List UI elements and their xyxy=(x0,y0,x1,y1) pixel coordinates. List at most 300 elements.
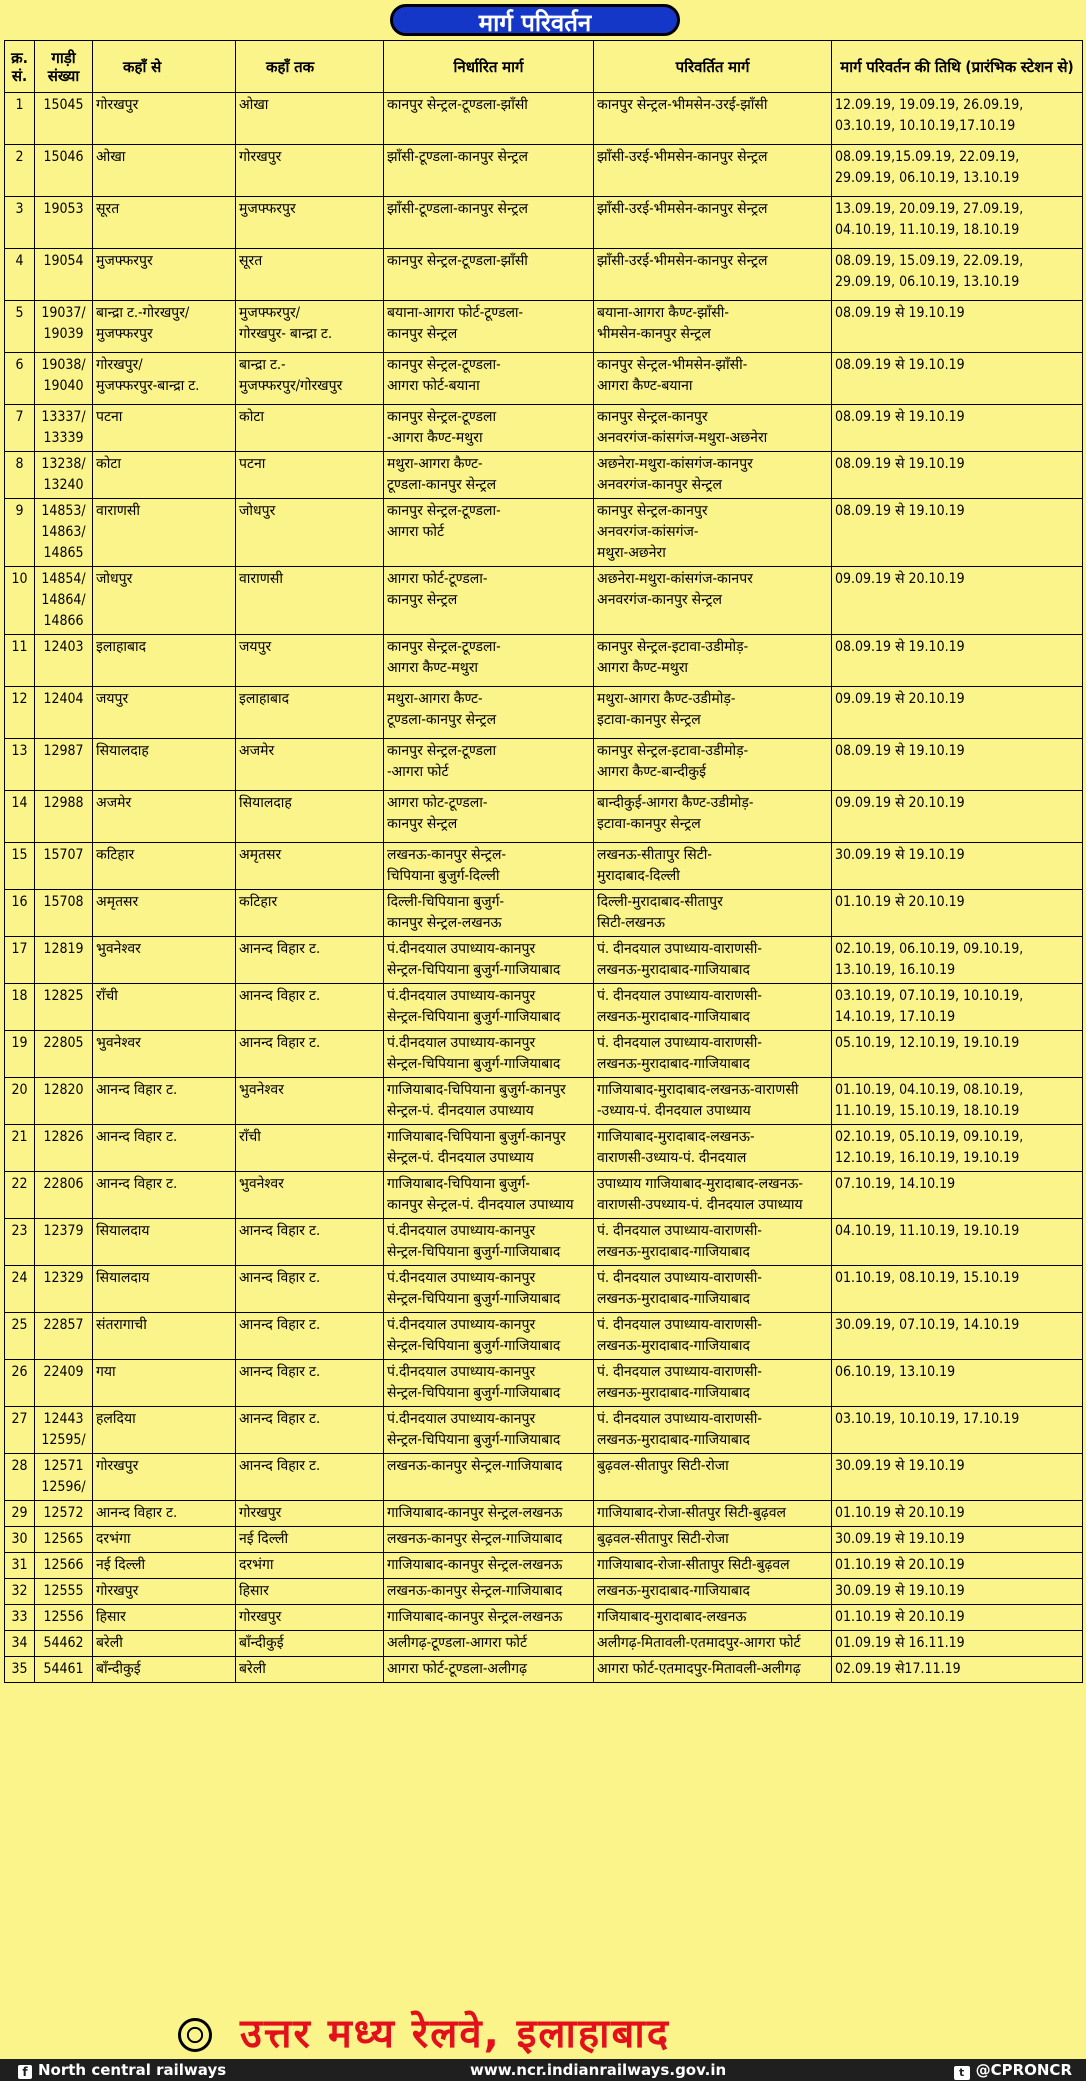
train-number-cell: 12571 12596/ xyxy=(35,1454,93,1501)
diverted-route-cell: बुढ़वल-सीतापुर सिटी-रोजा xyxy=(594,1527,832,1553)
from-cell: मुजफ्फरपुर xyxy=(93,249,236,301)
from-cell: वाराणसी xyxy=(93,499,236,567)
dates-cell: 02.09.19 से17.11.19 xyxy=(832,1657,1083,1683)
dates-cell: 06.10.19, 13.10.19 xyxy=(832,1360,1083,1407)
scheduled-route-cell: कानपुर सेन्ट्रल-टूण्डला- आगरा फोर्ट-बयाना xyxy=(384,353,594,405)
scheduled-route-cell: पं.दीनदयाल उपाध्याय-कानपुर सेन्ट्रल-चिपियाना बुजुर्ग-गाजियाबाद xyxy=(384,1313,594,1360)
to-cell: बरेली xyxy=(236,1657,384,1683)
from-cell: राँची xyxy=(93,984,236,1031)
dates-cell: 12.09.19, 19.09.19, 26.09.19, 03.10.19, 10.10.19,17.10.19 xyxy=(832,93,1083,145)
serial-cell: 25 xyxy=(5,1313,35,1360)
serial-cell: 21 xyxy=(5,1125,35,1172)
from-cell: कोटा xyxy=(93,452,236,499)
diverted-route-cell: मथुरा-आगरा कैण्ट-उडीमोड़- इटावा-कानपुर सेन्ट्रल xyxy=(594,687,832,739)
table-row xyxy=(5,499,1083,567)
train-number-cell: 12555 xyxy=(35,1579,93,1605)
table-row xyxy=(5,1527,1083,1553)
serial-cell: 29 xyxy=(5,1501,35,1527)
diverted-route-cell: झाँसी-उरई-भीमसेन-कानपुर सेन्ट्रल xyxy=(594,197,832,249)
train-number-cell: 19037/ 19039 xyxy=(35,301,93,353)
diverted-route-cell: कानपुर सेन्ट्रल-इटावा-उडीमोड़- आगरा कैण्ट-मथुरा xyxy=(594,635,832,687)
train-number-cell: 12826 xyxy=(35,1125,93,1172)
dates-cell: 30.09.19 से 19.10.19 xyxy=(832,1454,1083,1501)
dates-cell: 03.10.19, 07.10.19, 10.10.19, 14.10.19, 17.10.19 xyxy=(832,984,1083,1031)
scheduled-route-cell: कानपुर सेन्ट्रल-टूण्डला- आगरा कैण्ट-मथुरा xyxy=(384,635,594,687)
dates-cell: 07.10.19, 14.10.19 xyxy=(832,1172,1083,1219)
dates-cell: 01.10.19 से 20.10.19 xyxy=(832,1553,1083,1579)
to-cell: जयपुर xyxy=(236,635,384,687)
serial-cell: 28 xyxy=(5,1454,35,1501)
railway-logo-icon xyxy=(178,2018,212,2052)
train-number-cell: 12988 xyxy=(35,791,93,843)
to-cell: राँची xyxy=(236,1125,384,1172)
scheduled-route-cell: गाजियाबाद-कानपुर सेन्ट्रल-लखनऊ xyxy=(384,1605,594,1631)
table-row xyxy=(5,1454,1083,1501)
scheduled-route-cell: लखनऊ-कानपुर सेन्ट्रल-गाजियाबाद xyxy=(384,1527,594,1553)
dates-cell: 08.09.19 से 19.10.19 xyxy=(832,739,1083,791)
diverted-route-cell: गाजियाबाद-मुरादाबाद-लखनऊ-वाराणसी -उध्याय-पं. दीनदयाल उपाध्याय xyxy=(594,1078,832,1125)
table-row xyxy=(5,93,1083,145)
header-diverted-route: परिवर्तित मार्ग xyxy=(594,41,832,93)
serial-cell: 30 xyxy=(5,1527,35,1553)
dates-cell: 09.09.19 से 20.10.19 xyxy=(832,567,1083,635)
to-cell: आनन्द विहार ट. xyxy=(236,1407,384,1454)
serial-cell: 5 xyxy=(5,301,35,353)
train-number-cell: 12825 xyxy=(35,984,93,1031)
from-cell: संतरागाची xyxy=(93,1313,236,1360)
table-row xyxy=(5,1172,1083,1219)
scheduled-route-cell: गाजियाबाद-कानपुर सेन्ट्रल-लखनऊ xyxy=(384,1553,594,1579)
dates-cell: 08.09.19,15.09.19, 22.09.19, 29.09.19, 06.10.19, 13.10.19 xyxy=(832,145,1083,197)
diverted-route-cell: गाजियाबाद-रोजा-सीतापुर सिटी-बुढ़वल xyxy=(594,1553,832,1579)
table-row xyxy=(5,1031,1083,1078)
train-number-cell: 12572 xyxy=(35,1501,93,1527)
dates-cell: 30.09.19, 07.10.19, 14.10.19 xyxy=(832,1313,1083,1360)
twitter-handle: @CPRONCR xyxy=(975,2061,1072,2079)
train-number-cell: 19053 xyxy=(35,197,93,249)
serial-cell: 24 xyxy=(5,1266,35,1313)
facebook-link[interactable] xyxy=(18,2059,226,2081)
from-cell: अमृतसर xyxy=(93,890,236,937)
to-cell: भुवनेश्वर xyxy=(236,1172,384,1219)
diverted-route-cell: पं. दीनदयाल उपाध्याय-वाराणसी- लखनऊ-मुरादाबाद-गाजियाबाद xyxy=(594,1266,832,1313)
to-cell: अमृतसर xyxy=(236,843,384,890)
dates-cell: 08.09.19 से 19.10.19 xyxy=(832,301,1083,353)
scheduled-route-cell: गाजियाबाद-चिपियाना बुजुर्ग-कानपुर सेन्ट्रल-पं. दीनदयाल उपाध्याय xyxy=(384,1125,594,1172)
dates-cell: 08.09.19, 15.09.19, 22.09.19, 29.09.19, 06.10.19, 13.10.19 xyxy=(832,249,1083,301)
facebook-label: North central railways xyxy=(38,2061,227,2079)
train-number-cell: 15045 xyxy=(35,93,93,145)
from-cell: गोरखपुर xyxy=(93,93,236,145)
scheduled-route-cell: मथुरा-आगरा कैण्ट- टूण्डला-कानपुर सेन्ट्रल xyxy=(384,452,594,499)
to-cell: आनन्द विहार ट. xyxy=(236,1219,384,1266)
serial-cell: 7 xyxy=(5,405,35,452)
dates-cell: 01.10.19, 04.10.19, 08.10.19, 11.10.19, 15.10.19, 18.10.19 xyxy=(832,1078,1083,1125)
scheduled-route-cell: लखनऊ-कानपुर सेन्ट्रल-गाजियाबाद xyxy=(384,1579,594,1605)
table-row xyxy=(5,984,1083,1031)
diverted-route-cell: अछनेरा-मथुरा-कांसगंज-कानपुर अनवरगंज-कानपुर सेन्ट्रल xyxy=(594,452,832,499)
train-number-cell: 12404 xyxy=(35,687,93,739)
serial-cell: 6 xyxy=(5,353,35,405)
table-row xyxy=(5,687,1083,739)
serial-cell: 32 xyxy=(5,1579,35,1605)
scheduled-route-cell: अलीगढ़-टूण्डला-आगरा फोर्ट xyxy=(384,1631,594,1657)
from-cell: गया xyxy=(93,1360,236,1407)
scheduled-route-cell: दिल्ली-चिपियाना बुजुर्ग- कानपुर सेन्ट्रल-लखनऊ xyxy=(384,890,594,937)
train-number-cell: 22805 xyxy=(35,1031,93,1078)
serial-cell: 22 xyxy=(5,1172,35,1219)
to-cell: इलाहाबाद xyxy=(236,687,384,739)
train-number-cell: 13238/ 13240 xyxy=(35,452,93,499)
train-number-cell: 22409 xyxy=(35,1360,93,1407)
from-cell: गोरखपुर/ मुजफ्फरपुर-बान्द्रा ट. xyxy=(93,353,236,405)
to-cell: जोधपुर xyxy=(236,499,384,567)
to-cell: आनन्द विहार ट. xyxy=(236,984,384,1031)
dates-cell: 30.09.19 से 19.10.19 xyxy=(832,1527,1083,1553)
dates-cell: 03.10.19, 10.10.19, 17.10.19 xyxy=(832,1407,1083,1454)
train-number-cell: 12820 xyxy=(35,1078,93,1125)
train-number-cell: 15707 xyxy=(35,843,93,890)
page-title: मार्ग परिवर्तन xyxy=(390,4,680,36)
serial-cell: 33 xyxy=(5,1605,35,1631)
from-cell: जयपुर xyxy=(93,687,236,739)
dates-cell: 09.09.19 से 20.10.19 xyxy=(832,687,1083,739)
to-cell: ओखा xyxy=(236,93,384,145)
diverted-route-cell: गाजियाबाद-मुरादाबाद-लखनऊ- वाराणसी-उध्याय-पं. दीनदयाल xyxy=(594,1125,832,1172)
to-cell: आनन्द विहार ट. xyxy=(236,1454,384,1501)
table-row xyxy=(5,1219,1083,1266)
from-cell: ओखा xyxy=(93,145,236,197)
table-row xyxy=(5,937,1083,984)
train-number-cell: 22857 xyxy=(35,1313,93,1360)
serial-cell: 9 xyxy=(5,499,35,567)
header-to: कहाँ तक xyxy=(236,41,384,93)
from-cell: कटिहार xyxy=(93,843,236,890)
dates-cell: 08.09.19 से 19.10.19 xyxy=(832,353,1083,405)
scheduled-route-cell: पं.दीनदयाल उपाध्याय-कानपुर सेन्ट्रल-चिपियाना बुजुर्ग-गाजियाबाद xyxy=(384,1266,594,1313)
title-bar xyxy=(0,0,1086,38)
to-cell: हिसार xyxy=(236,1579,384,1605)
train-number-cell: 12566 xyxy=(35,1553,93,1579)
to-cell: गोरखपुर xyxy=(236,145,384,197)
serial-cell: 3 xyxy=(5,197,35,249)
to-cell: गोरखपुर xyxy=(236,1605,384,1631)
from-cell: सियालदाय xyxy=(93,1219,236,1266)
scheduled-route-cell: झाँसी-टूण्डला-कानपुर सेन्ट्रल xyxy=(384,145,594,197)
scheduled-route-cell: लखनऊ-कानपुर सेन्ट्रल- चिपियाना बुजुर्ग-दिल्ली xyxy=(384,843,594,890)
table-row xyxy=(5,405,1083,452)
from-cell: जोधपुर xyxy=(93,567,236,635)
from-cell: आनन्द विहार ट. xyxy=(93,1172,236,1219)
diverted-route-cell: पं. दीनदयाल उपाध्याय-वाराणसी- लखनऊ-मुरादाबाद-गाजियाबाद xyxy=(594,1407,832,1454)
twitter-icon: t xyxy=(954,2066,970,2080)
dates-cell: 01.10.19, 08.10.19, 15.10.19 xyxy=(832,1266,1083,1313)
scheduled-route-cell: कानपुर सेन्ट्रल-टूण्डला -आगरा कैण्ट-मथुरा xyxy=(384,405,594,452)
to-cell: भुवनेश्वर xyxy=(236,1078,384,1125)
header-train-number: गाड़ी संख्या xyxy=(35,41,93,93)
train-number-cell: 12329 xyxy=(35,1266,93,1313)
train-number-cell: 15708 xyxy=(35,890,93,937)
dates-cell: 08.09.19 से 19.10.19 xyxy=(832,499,1083,567)
train-number-cell: 22806 xyxy=(35,1172,93,1219)
table-row xyxy=(5,1266,1083,1313)
train-number-cell: 19038/ 19040 xyxy=(35,353,93,405)
diverted-route-cell: कानपुर सेन्ट्रल-भीमसेन-झाँसी- आगरा कैण्ट-बयाना xyxy=(594,353,832,405)
diverted-route-cell: अछनेरा-मथुरा-कांसगंज-कानपर अनवरगंज-कानपुर सेन्ट्रल xyxy=(594,567,832,635)
serial-cell: 1 xyxy=(5,93,35,145)
train-number-cell: 12987 xyxy=(35,739,93,791)
from-cell: बाँन्दीकुई xyxy=(93,1657,236,1683)
scheduled-route-cell: पं.दीनदयाल उपाध्याय-कानपुर सेन्ट्रल-चिपियाना बुजुर्ग-गाजियाबाद xyxy=(384,1360,594,1407)
from-cell: हलदिया xyxy=(93,1407,236,1454)
scheduled-route-cell: कानपुर सेन्ट्रल-टूण्डला- आगरा फोर्ट xyxy=(384,499,594,567)
train-number-cell: 13337/ 13339 xyxy=(35,405,93,452)
from-cell: इलाहाबाद xyxy=(93,635,236,687)
scheduled-route-cell: गाजियाबाद-कानपुर सेन्ट्रल-लखनऊ xyxy=(384,1501,594,1527)
header-scheduled-route: निर्धारित मार्ग xyxy=(384,41,594,93)
serial-cell: 13 xyxy=(5,739,35,791)
diverted-route-cell: झाँसी-उरई-भीमसेन-कानपुर सेन्ट्रल xyxy=(594,249,832,301)
scheduled-route-cell: पं.दीनदयाल उपाध्याय-कानपुर सेन्ट्रल-चिपियाना बुजुर्ग-गाजियाबाद xyxy=(384,937,594,984)
to-cell: गोरखपुर xyxy=(236,1501,384,1527)
train-number-cell: 14854/ 14864/ 14866 xyxy=(35,567,93,635)
table-row xyxy=(5,1125,1083,1172)
dates-cell: 13.09.19, 20.09.19, 27.09.19, 04.10.19, 11.10.19, 18.10.19 xyxy=(832,197,1083,249)
serial-cell: 11 xyxy=(5,635,35,687)
diverted-route-cell: पं. दीनदयाल उपाध्याय-वाराणसी- लखनऊ-मुरादाबाद-गाजियाबाद xyxy=(594,1313,832,1360)
to-cell: नई दिल्ली xyxy=(236,1527,384,1553)
diverted-route-cell: लखनऊ-सीतापुर सिटी- मुरादाबाद-दिल्ली xyxy=(594,843,832,890)
table-header-row xyxy=(5,41,1083,93)
diverted-route-cell: पं. दीनदयाल उपाध्याय-वाराणसी- लखनऊ-मुरादाबाद-गाजियाबाद xyxy=(594,1360,832,1407)
facebook-icon: f xyxy=(18,2065,32,2079)
table-row xyxy=(5,249,1083,301)
train-number-cell: 15046 xyxy=(35,145,93,197)
dates-cell: 01.10.19 से 20.10.19 xyxy=(832,890,1083,937)
dates-cell: 02.10.19, 05.10.19, 09.10.19, 12.10.19, 16.10.19, 19.10.19 xyxy=(832,1125,1083,1172)
scheduled-route-cell: मथुरा-आगरा कैण्ट- टूण्डला-कानपुर सेन्ट्रल xyxy=(384,687,594,739)
diverted-route-cell: कानपुर सेन्ट्रल-भीमसेन-उरई-झाँसी xyxy=(594,93,832,145)
dates-cell: 09.09.19 से 20.10.19 xyxy=(832,791,1083,843)
table-row xyxy=(5,739,1083,791)
dates-cell: 05.10.19, 12.10.19, 19.10.19 xyxy=(832,1031,1083,1078)
from-cell: सियालदाय xyxy=(93,1266,236,1313)
to-cell: सियालदाह xyxy=(236,791,384,843)
to-cell: बान्द्रा ट.- मुजफ्फरपुर/गोरखपुर xyxy=(236,353,384,405)
to-cell: बाँन्दीकुई xyxy=(236,1631,384,1657)
diverted-route-cell: कानपुर सेन्ट्रल-कानपुर अनवरगंज-कांसगंज- मथुरा-अछनेरा xyxy=(594,499,832,567)
scheduled-route-cell: पं.दीनदयाल उपाध्याय-कानपुर सेन्ट्रल-चिपियाना बुजुर्ग-गाजियाबाद xyxy=(384,1219,594,1266)
diverted-route-cell: बयाना-आगरा कैण्ट-झाँसी- भीमसेन-कानपुर सेन्ट्रल xyxy=(594,301,832,353)
from-cell: नई दिल्ली xyxy=(93,1553,236,1579)
header-from: कहाँ से xyxy=(93,41,236,93)
scheduled-route-cell: बयाना-आगरा फोर्ट-टूण्डला- कानपुर सेन्ट्रल xyxy=(384,301,594,353)
diverted-route-cell: दिल्ली-मुरादाबाद-सीतापुर सिटी-लखनऊ xyxy=(594,890,832,937)
table-row xyxy=(5,635,1083,687)
diversion-table xyxy=(4,40,1083,1683)
diverted-route-cell: पं. दीनदयाल उपाध्याय-वाराणसी- लखनऊ-मुरादाबाद-गाजियाबाद xyxy=(594,937,832,984)
table-row xyxy=(5,1631,1083,1657)
dates-cell: 01.10.19 से 20.10.19 xyxy=(832,1605,1083,1631)
from-cell: सियालदाह xyxy=(93,739,236,791)
scheduled-route-cell: गाजियाबाद-चिपियाना बुजुर्ग-कानपुर सेन्ट्रल-पं. दीनदयाल उपाध्याय xyxy=(384,1078,594,1125)
table-row xyxy=(5,1360,1083,1407)
from-cell: पटना xyxy=(93,405,236,452)
scheduled-route-cell: पं.दीनदयाल उपाध्याय-कानपुर सेन्ट्रल-चिपियाना बुजुर्ग-गाजियाबाद xyxy=(384,984,594,1031)
train-number-cell: 19054 xyxy=(35,249,93,301)
to-cell: आनन्द विहार ट. xyxy=(236,1031,384,1078)
scheduled-route-cell: गाजियाबाद-चिपियाना बुजुर्ग- कानपुर सेन्ट्रल-पं. दीनदयाल उपाध्याय xyxy=(384,1172,594,1219)
table-row xyxy=(5,1407,1083,1454)
train-number-cell: 12819 xyxy=(35,937,93,984)
diverted-route-cell: पं. दीनदयाल उपाध्याय-वाराणसी- लखनऊ-मुरादाबाद-गाजियाबाद xyxy=(594,984,832,1031)
scheduled-route-cell: पं.दीनदयाल उपाध्याय-कानपुर सेन्ट्रल-चिपियाना बुजुर्ग-गाजियाबाद xyxy=(384,1031,594,1078)
from-cell: आनन्द विहार ट. xyxy=(93,1501,236,1527)
dates-cell: 01.10.19 से 20.10.19 xyxy=(832,1501,1083,1527)
header-serial: क्र. सं. xyxy=(5,41,35,93)
to-cell: कटिहार xyxy=(236,890,384,937)
from-cell: भुवनेश्वर xyxy=(93,1031,236,1078)
serial-cell: 8 xyxy=(5,452,35,499)
twitter-link[interactable] xyxy=(954,2059,1072,2081)
diverted-route-cell: पं. दीनदयाल उपाध्याय-वाराणसी- लखनऊ-मुरादाबाद-गाजियाबाद xyxy=(594,1031,832,1078)
table-row xyxy=(5,1078,1083,1125)
train-number-cell: 54462 xyxy=(35,1631,93,1657)
serial-cell: 14 xyxy=(5,791,35,843)
to-cell: आनन्द विहार ट. xyxy=(236,937,384,984)
table-row xyxy=(5,843,1083,890)
to-cell: दरभंगा xyxy=(236,1553,384,1579)
dates-cell: 08.09.19 से 19.10.19 xyxy=(832,452,1083,499)
table-row xyxy=(5,452,1083,499)
serial-cell: 31 xyxy=(5,1553,35,1579)
dates-cell: 08.09.19 से 19.10.19 xyxy=(832,405,1083,452)
dates-cell: 30.09.19 से 19.10.19 xyxy=(832,843,1083,890)
train-number-cell: 12379 xyxy=(35,1219,93,1266)
train-number-cell: 12556 xyxy=(35,1605,93,1631)
diverted-route-cell: झाँसी-उरई-भीमसेन-कानपुर सेन्ट्रल xyxy=(594,145,832,197)
table-row xyxy=(5,301,1083,353)
scheduled-route-cell: आगरा फोट-टूण्डला- कानपुर सेन्ट्रल xyxy=(384,791,594,843)
dates-cell: 08.09.19 से 19.10.19 xyxy=(832,635,1083,687)
from-cell: आनन्द विहार ट. xyxy=(93,1078,236,1125)
serial-cell: 20 xyxy=(5,1078,35,1125)
train-number-cell: 12565 xyxy=(35,1527,93,1553)
from-cell: अजमेर xyxy=(93,791,236,843)
serial-cell: 26 xyxy=(5,1360,35,1407)
table-row xyxy=(5,1605,1083,1631)
dates-cell: 02.10.19, 06.10.19, 09.10.19, 13.10.19, 16.10.19 xyxy=(832,937,1083,984)
from-cell: सूरत xyxy=(93,197,236,249)
table-row xyxy=(5,1657,1083,1683)
diverted-route-cell: बुढ़वल-सीतापुर सिटी-रोजा xyxy=(594,1454,832,1501)
to-cell: वाराणसी xyxy=(236,567,384,635)
diverted-route-cell: गाजियाबाद-रोजा-सीतपुर सिटी-बुढ़वल xyxy=(594,1501,832,1527)
scheduled-route-cell: आगरा फोर्ट-टूण्डला- कानपुर सेन्ट्रल xyxy=(384,567,594,635)
scheduled-route-cell: कानपुर सेन्ट्रल-टूण्डला-झाँसी xyxy=(384,249,594,301)
to-cell: मुजफ्फरपुर/ गोरखपुर- बान्द्रा ट. xyxy=(236,301,384,353)
to-cell: कोटा xyxy=(236,405,384,452)
from-cell: आनन्द विहार ट. xyxy=(93,1125,236,1172)
contact-bar xyxy=(0,2059,1086,2081)
scheduled-route-cell: लखनऊ-कानपुर सेन्ट्रल-गाजियाबाद xyxy=(384,1454,594,1501)
table-row xyxy=(5,791,1083,843)
serial-cell: 4 xyxy=(5,249,35,301)
serial-cell: 27 xyxy=(5,1407,35,1454)
scheduled-route-cell: पं.दीनदयाल उपाध्याय-कानपुर सेन्ट्रल-चिपियाना बुजुर्ग-गाजियाबाद xyxy=(384,1407,594,1454)
train-number-cell: 12443 12595/ xyxy=(35,1407,93,1454)
to-cell: पटना xyxy=(236,452,384,499)
dates-cell: 30.09.19 से 19.10.19 xyxy=(832,1579,1083,1605)
table-row xyxy=(5,567,1083,635)
serial-cell: 23 xyxy=(5,1219,35,1266)
scheduled-route-cell: झाँसी-टूण्डला-कानपुर सेन्ट्रल xyxy=(384,197,594,249)
serial-cell: 15 xyxy=(5,843,35,890)
table-row xyxy=(5,1553,1083,1579)
table-row xyxy=(5,1313,1083,1360)
to-cell: मुजफ्फरपुर xyxy=(236,197,384,249)
train-number-cell: 12403 xyxy=(35,635,93,687)
table-row xyxy=(5,1501,1083,1527)
from-cell: गोरखपुर xyxy=(93,1454,236,1501)
to-cell: अजमेर xyxy=(236,739,384,791)
serial-cell: 34 xyxy=(5,1631,35,1657)
to-cell: सूरत xyxy=(236,249,384,301)
table-row xyxy=(5,890,1083,937)
diverted-route-cell: गजियाबाद-मुरादाबाद-लखनऊ xyxy=(594,1605,832,1631)
serial-cell: 16 xyxy=(5,890,35,937)
scheduled-route-cell: कानपुर सेन्ट्रल-टूण्डला-झाँसी xyxy=(384,93,594,145)
table-row xyxy=(5,197,1083,249)
from-cell: दरभंगा xyxy=(93,1527,236,1553)
diverted-route-cell: अलीगढ़-मितावली-एतमादपुर-आगरा फोर्ट xyxy=(594,1631,832,1657)
to-cell: आनन्द विहार ट. xyxy=(236,1266,384,1313)
from-cell: भुवनेश्वर xyxy=(93,937,236,984)
serial-cell: 10 xyxy=(5,567,35,635)
diverted-route-cell: कानपुर सेन्ट्रल-कानपुर अनवरगंज-कांसगंज-मथुरा-अछनेरा xyxy=(594,405,832,452)
to-cell: आनन्द विहार ट. xyxy=(236,1313,384,1360)
from-cell: बरेली xyxy=(93,1631,236,1657)
diverted-route-cell: बान्दीकुई-आगरा कैण्ट-उडीमोड़- इटावा-कानपुर सेन्ट्रल xyxy=(594,791,832,843)
serial-cell: 18 xyxy=(5,984,35,1031)
serial-cell: 12 xyxy=(5,687,35,739)
table-row xyxy=(5,1579,1083,1605)
train-number-cell: 14853/ 14863/ 14865 xyxy=(35,499,93,567)
dates-cell: 04.10.19, 11.10.19, 19.10.19 xyxy=(832,1219,1083,1266)
serial-cell: 35 xyxy=(5,1657,35,1683)
from-cell: गोरखपुर xyxy=(93,1579,236,1605)
table-row xyxy=(5,353,1083,405)
diverted-route-cell: पं. दीनदयाल उपाध्याय-वाराणसी- लखनऊ-मुरादाबाद-गाजियाबाद xyxy=(594,1219,832,1266)
serial-cell: 2 xyxy=(5,145,35,197)
serial-cell: 17 xyxy=(5,937,35,984)
diverted-route-cell: उपाध्याय गाजियाबाद-मुरादाबाद-लखनऊ- वाराणसी-उपध्याय-पं. दीनदयाल उपाध्याय xyxy=(594,1172,832,1219)
website-link[interactable]: www.ncr.indianrailways.gov.in xyxy=(470,2061,727,2079)
to-cell: आनन्द विहार ट. xyxy=(236,1360,384,1407)
scheduled-route-cell: आगरा फोर्ट-टूण्डला-अलीगढ़ xyxy=(384,1657,594,1683)
serial-cell: 19 xyxy=(5,1031,35,1078)
diverted-route-cell: कानपुर सेन्ट्रल-इटावा-उडीमोड़- आगरा कैण्ट-बान्दीकुई xyxy=(594,739,832,791)
train-number-cell: 54461 xyxy=(35,1657,93,1683)
scheduled-route-cell: कानपुर सेन्ट्रल-टूण्डला -आगरा फोर्ट xyxy=(384,739,594,791)
dates-cell: 01.09.19 से 16.11.19 xyxy=(832,1631,1083,1657)
diverted-route-cell: लखनऊ-मुरादाबाद-गाजियाबाद xyxy=(594,1579,832,1605)
from-cell: हिसार xyxy=(93,1605,236,1631)
table-row xyxy=(5,145,1083,197)
from-cell: बान्द्रा ट.-गोरखपुर/ मुजफ्फरपुर xyxy=(93,301,236,353)
org-name: उत्तर मध्य रेलवे, इलाहाबाद xyxy=(240,2011,670,2057)
diverted-route-cell: आगरा फोर्ट-एतमादपुर-मितावली-अलीगढ़ xyxy=(594,1657,832,1683)
